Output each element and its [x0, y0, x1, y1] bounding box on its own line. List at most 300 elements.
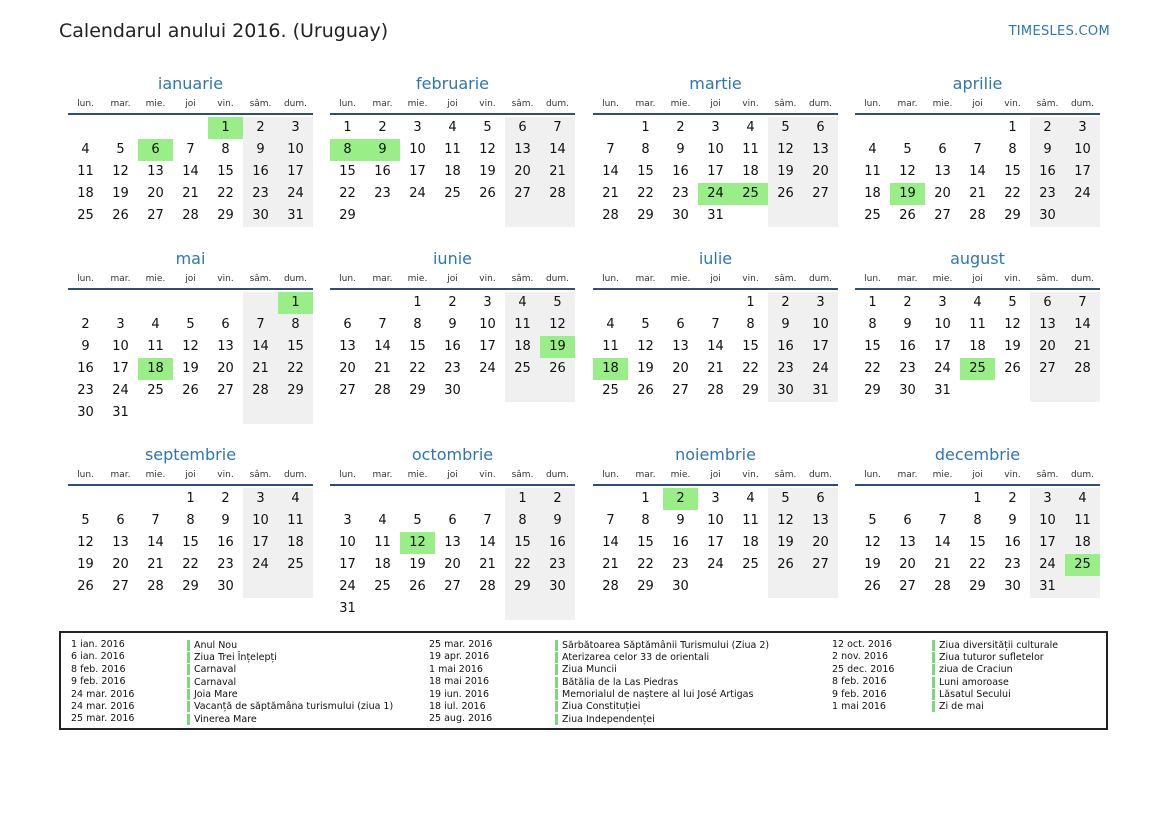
empty-day-cell	[698, 576, 733, 598]
day-cell: 16	[672, 164, 689, 179]
day-cell: 22	[505, 554, 540, 576]
day-cell: 27	[1030, 358, 1065, 380]
day-cell: 6	[116, 513, 125, 528]
day-cell: 24	[1030, 554, 1065, 576]
day-cell: 3	[711, 120, 720, 135]
month-aprilie	[855, 73, 1100, 227]
weekday-label: lun.	[602, 470, 619, 480]
day-cell: 14	[374, 339, 391, 354]
day-cell: 21	[374, 361, 391, 376]
day-cell: 14	[707, 339, 724, 354]
day-cell: 11	[742, 142, 759, 157]
day-cell: 24	[707, 557, 724, 572]
weekday-header	[593, 466, 838, 484]
day-cell: 15	[339, 164, 356, 179]
empty-day-cell	[698, 292, 733, 314]
day-cell: 8	[186, 513, 195, 528]
month-ianuarie	[68, 73, 313, 227]
day-cell: 20	[934, 186, 951, 201]
weekday-label: joi	[447, 274, 458, 284]
month-title: aprilie	[952, 74, 1003, 93]
day-cell: 17	[934, 339, 951, 354]
day-cell: 16	[899, 339, 916, 354]
empty-day-cell	[593, 292, 628, 314]
empty-day-cell	[1065, 380, 1100, 402]
day-cell: 29	[637, 208, 654, 223]
empty-day-cell	[1030, 380, 1065, 402]
month-title: august	[950, 249, 1005, 268]
holiday-date: 8 feb. 2016	[832, 676, 887, 688]
empty-day-cell	[173, 292, 208, 314]
empty-day-cell	[243, 292, 278, 314]
day-cell: 22	[278, 358, 313, 380]
day-cell: 13	[339, 339, 356, 354]
day-cell: 12	[637, 339, 654, 354]
weekday-label: vin.	[217, 470, 234, 480]
day-cell: 24	[409, 186, 426, 201]
day-cell: 16	[768, 336, 803, 358]
day-cell: 24	[112, 383, 129, 398]
weekday-label: joi	[710, 274, 721, 284]
weekday-label: joi	[447, 99, 458, 109]
day-cell: 9	[81, 339, 90, 354]
day-cell: 19	[637, 361, 654, 376]
day-cell: 29	[742, 383, 759, 398]
holiday-day-cell: 18	[138, 358, 173, 380]
header-divider	[855, 288, 1100, 290]
day-cell: 25	[602, 383, 619, 398]
weekday-header	[68, 270, 313, 288]
weekday-label: sâm.	[511, 99, 534, 109]
month-iulie	[593, 248, 838, 402]
holiday-date: 25 mar. 2016	[71, 713, 135, 725]
day-cell: 15	[505, 532, 540, 554]
month-martie	[593, 73, 838, 227]
day-cell: 1	[868, 295, 877, 310]
empty-day-cell	[593, 488, 628, 510]
day-cell: 7	[973, 142, 982, 157]
day-cell: 21	[707, 361, 724, 376]
weekday-label: sâm.	[1036, 99, 1059, 109]
holiday-date: 6 ian. 2016	[71, 651, 125, 663]
weekday-label: lun.	[339, 470, 356, 480]
day-cell: 4	[973, 295, 982, 310]
empty-day-cell	[365, 205, 400, 227]
holiday-date: 24 mar. 2016	[71, 700, 135, 712]
day-cell: 24	[278, 183, 313, 205]
weekday-header	[855, 95, 1100, 113]
day-cell: 6	[505, 117, 540, 139]
day-cell: 16	[374, 164, 391, 179]
day-cell: 27	[672, 383, 689, 398]
day-cell: 6	[903, 513, 912, 528]
day-cell: 23	[672, 186, 689, 201]
empty-day-cell	[68, 488, 103, 510]
empty-day-cell	[890, 488, 925, 510]
day-cell: 28	[243, 380, 278, 402]
weekday-header	[593, 270, 838, 288]
day-cell: 4	[81, 142, 90, 157]
day-cell: 16	[1030, 161, 1065, 183]
day-cell: 23	[899, 361, 916, 376]
day-cell: 28	[1065, 358, 1100, 380]
day-cell: 7	[606, 142, 615, 157]
day-cell: 21	[147, 557, 164, 572]
day-cell: 28	[969, 208, 986, 223]
day-cell: 26	[637, 383, 654, 398]
holiday-name: ziua de Craciun	[932, 664, 1013, 675]
day-cell: 13	[672, 339, 689, 354]
day-cell: 31	[934, 383, 951, 398]
weekday-label: vin.	[1004, 470, 1021, 480]
empty-day-cell	[103, 117, 138, 139]
empty-day-cell	[138, 292, 173, 314]
day-cell: 5	[641, 317, 650, 332]
day-cell: 16	[672, 535, 689, 550]
day-cell: 20	[505, 161, 540, 183]
day-cell: 27	[147, 208, 164, 223]
holiday-name: Lăsatul Secului	[932, 689, 1011, 700]
day-cell: 18	[742, 535, 759, 550]
day-cell: 12	[182, 339, 199, 354]
site-link[interactable]: TIMESLES.COM	[1008, 24, 1110, 39]
day-cell: 23	[444, 361, 461, 376]
weekday-label: vin.	[742, 99, 759, 109]
weekday-label: mie.	[407, 99, 428, 109]
weekday-label: joi	[185, 470, 196, 480]
day-cell: 20	[899, 557, 916, 572]
day-cell: 1	[973, 491, 982, 506]
weekday-label: sâm.	[511, 274, 534, 284]
day-cell: 28	[540, 183, 575, 205]
day-cell: 1	[641, 491, 650, 506]
month-title: ianuarie	[157, 74, 224, 93]
weekday-label: mie.	[670, 99, 691, 109]
month-title: mai	[175, 249, 206, 268]
day-cell: 20	[147, 186, 164, 201]
day-cell: 9	[903, 317, 912, 332]
holiday-name: Memorialul de naștere al lui José Artigas	[555, 689, 753, 700]
holiday-day-cell: 25	[960, 358, 995, 380]
day-cell: 7	[186, 142, 195, 157]
day-cell: 16	[540, 532, 575, 554]
weekday-label: mie.	[407, 274, 428, 284]
weekday-label: lun.	[864, 274, 881, 284]
day-cell: 31	[278, 205, 313, 227]
holiday-name: Ziua diversității culturale	[932, 640, 1058, 651]
day-cell: 17	[1030, 532, 1065, 554]
holiday-day-cell: 25	[733, 183, 768, 205]
day-cell: 2	[448, 295, 457, 310]
day-cell: 6	[343, 317, 352, 332]
day-cell: 22	[864, 361, 881, 376]
day-cell: 29	[969, 579, 986, 594]
day-cell: 5	[483, 120, 492, 135]
weekday-label: lun.	[77, 99, 94, 109]
day-cell: 21	[182, 186, 199, 201]
holiday-name: Ziua Constituției	[555, 701, 640, 712]
day-cell: 31	[1030, 576, 1065, 598]
day-cell: 20	[1030, 336, 1065, 358]
day-cell: 12	[540, 314, 575, 336]
day-cell: 13	[147, 164, 164, 179]
empty-day-cell	[470, 380, 505, 402]
weekday-label: vin.	[217, 99, 234, 109]
day-cell: 20	[444, 557, 461, 572]
weekday-label: sâm.	[511, 470, 534, 480]
empty-day-cell	[208, 402, 243, 424]
day-cell: 21	[934, 557, 951, 572]
day-cell: 23	[672, 557, 689, 572]
day-cell: 4	[606, 317, 615, 332]
holiday-name: Carnaval	[187, 664, 236, 675]
weekday-label: lun.	[77, 470, 94, 480]
day-cell: 9	[676, 142, 685, 157]
holiday-day-cell: 19	[540, 336, 575, 358]
weekday-label: lun.	[602, 274, 619, 284]
day-cell: 10	[934, 317, 951, 332]
day-cell: 23	[374, 186, 391, 201]
empty-day-cell	[103, 488, 138, 510]
empty-day-cell	[330, 488, 365, 510]
day-cell: 7	[606, 513, 615, 528]
empty-day-cell	[505, 205, 540, 227]
empty-day-cell	[540, 598, 575, 620]
day-cell: 21	[243, 358, 278, 380]
day-cell: 20	[339, 361, 356, 376]
day-cell: 9	[1030, 139, 1065, 161]
holiday-day-cell: 1	[208, 117, 243, 139]
empty-day-cell	[803, 576, 838, 598]
day-cell: 18	[742, 164, 759, 179]
day-cell: 20	[803, 161, 838, 183]
day-cell: 7	[243, 314, 278, 336]
weekday-label: mar.	[372, 470, 393, 480]
day-cell: 15	[742, 339, 759, 354]
day-cell: 28	[182, 208, 199, 223]
day-cell: 13	[505, 139, 540, 161]
holiday-name: Ziua Muncii	[555, 664, 617, 675]
day-cell: 11	[444, 142, 461, 157]
day-cell: 26	[77, 579, 94, 594]
day-cell: 21	[540, 161, 575, 183]
weekday-label: mar.	[110, 99, 131, 109]
empty-day-cell	[540, 380, 575, 402]
day-cell: 17	[339, 557, 356, 572]
weekday-label: mie.	[407, 470, 428, 480]
day-cell: 9	[1008, 513, 1017, 528]
day-cell: 1	[641, 120, 650, 135]
day-cell: 4	[151, 317, 160, 332]
day-cell: 26	[768, 554, 803, 576]
day-cell: 24	[803, 358, 838, 380]
day-cell: 9	[448, 317, 457, 332]
empty-day-cell	[138, 117, 173, 139]
weekday-label: mar.	[635, 470, 656, 480]
empty-day-cell	[400, 205, 435, 227]
day-cell: 26	[409, 579, 426, 594]
day-cell: 26	[182, 383, 199, 398]
empty-day-cell	[470, 598, 505, 620]
day-cell: 19	[112, 186, 129, 201]
month-title: octombrie	[411, 445, 494, 464]
day-cell: 17	[479, 339, 496, 354]
day-cell: 1	[505, 488, 540, 510]
holiday-name: Vinerea Mare	[187, 714, 257, 725]
days-grid	[855, 292, 1100, 402]
day-cell: 17	[243, 532, 278, 554]
empty-day-cell	[470, 488, 505, 510]
day-cell: 5	[768, 488, 803, 510]
day-cell: 12	[479, 142, 496, 157]
day-cell: 5	[768, 117, 803, 139]
day-cell: 26	[899, 208, 916, 223]
day-cell: 1	[746, 295, 755, 310]
day-cell: 25	[864, 208, 881, 223]
weekday-label: joi	[972, 274, 983, 284]
day-cell: 6	[938, 142, 947, 157]
empty-day-cell	[505, 380, 540, 402]
day-cell: 2	[378, 120, 387, 135]
empty-day-cell	[278, 576, 313, 598]
days-grid	[593, 292, 838, 402]
day-cell: 29	[182, 579, 199, 594]
weekday-label: mar.	[372, 99, 393, 109]
day-cell: 23	[768, 358, 803, 380]
empty-day-cell	[68, 117, 103, 139]
day-cell: 9	[221, 513, 230, 528]
day-cell: 23	[243, 183, 278, 205]
day-cell: 27	[934, 208, 951, 223]
day-cell: 8	[278, 314, 313, 336]
header-divider	[593, 288, 838, 290]
day-cell: 8	[413, 317, 422, 332]
day-cell: 6	[448, 513, 457, 528]
day-cell: 14	[540, 139, 575, 161]
header-divider	[855, 113, 1100, 115]
day-cell: 19	[1004, 339, 1021, 354]
day-cell: 4	[378, 513, 387, 528]
day-cell: 20	[672, 361, 689, 376]
day-cell: 9	[243, 139, 278, 161]
holiday-day-cell: 9	[365, 139, 400, 161]
day-cell: 28	[374, 383, 391, 398]
day-cell: 6	[803, 488, 838, 510]
day-cell: 9	[676, 513, 685, 528]
weekday-label: joi	[710, 470, 721, 480]
day-cell: 19	[77, 557, 94, 572]
header-divider	[68, 113, 313, 115]
day-cell: 28	[602, 579, 619, 594]
day-cell: 30	[1004, 579, 1021, 594]
day-cell: 16	[444, 339, 461, 354]
weekday-label: joi	[185, 99, 196, 109]
day-cell: 7	[483, 513, 492, 528]
day-cell: 18	[864, 186, 881, 201]
day-cell: 14	[479, 535, 496, 550]
weekday-header	[68, 466, 313, 484]
day-cell: 7	[711, 317, 720, 332]
day-cell: 30	[217, 579, 234, 594]
empty-day-cell	[365, 488, 400, 510]
holiday-name: Bătălia de la Las Piedras	[555, 677, 678, 688]
weekday-label: dum.	[808, 99, 833, 109]
day-cell: 12	[77, 535, 94, 550]
header-divider	[330, 288, 575, 290]
day-cell: 8	[221, 142, 230, 157]
day-cell: 25	[147, 383, 164, 398]
holiday-day-cell: 8	[330, 139, 365, 161]
month-title: iulie	[698, 249, 733, 268]
day-cell: 1	[186, 491, 195, 506]
day-cell: 13	[934, 164, 951, 179]
day-cell: 24	[1065, 183, 1100, 205]
holiday-name: Ziua tuturor sufletelor	[932, 652, 1044, 663]
weekday-label: vin.	[479, 274, 496, 284]
day-cell: 3	[938, 295, 947, 310]
weekday-label: dum.	[545, 274, 570, 284]
holiday-name: Aterizarea celor 33 de orientali	[555, 652, 709, 663]
day-cell: 2	[1008, 491, 1017, 506]
holiday-date: 2 nov. 2016	[832, 651, 888, 663]
empty-day-cell	[768, 205, 803, 227]
day-cell: 22	[1004, 186, 1021, 201]
weekday-label: dum.	[1070, 470, 1095, 480]
weekday-label: vin.	[217, 274, 234, 284]
day-cell: 30	[77, 405, 94, 420]
empty-day-cell	[278, 402, 313, 424]
day-cell: 12	[768, 510, 803, 532]
weekday-label: vin.	[479, 470, 496, 480]
day-cell: 10	[707, 142, 724, 157]
weekday-label: mie.	[932, 274, 953, 284]
holiday-date: 1 mai 2016	[832, 700, 886, 712]
weekday-label: joi	[447, 470, 458, 480]
day-cell: 10	[1030, 510, 1065, 532]
day-cell: 27	[112, 579, 129, 594]
weekday-label: dum.	[283, 470, 308, 480]
day-cell: 2	[540, 488, 575, 510]
day-cell: 17	[707, 535, 724, 550]
day-cell: 27	[803, 183, 838, 205]
day-cell: 13	[803, 510, 838, 532]
day-cell: 29	[864, 383, 881, 398]
holiday-name: Carnaval	[187, 677, 236, 688]
days-grid	[855, 117, 1100, 227]
day-cell: 27	[217, 383, 234, 398]
weekday-label: dum.	[1070, 274, 1095, 284]
day-cell: 22	[409, 361, 426, 376]
day-cell: 18	[278, 532, 313, 554]
day-cell: 26	[479, 186, 496, 201]
empty-day-cell	[138, 402, 173, 424]
day-cell: 30	[444, 383, 461, 398]
day-cell: 13	[112, 535, 129, 550]
days-grid	[593, 117, 838, 227]
day-cell: 23	[217, 557, 234, 572]
day-cell: 28	[147, 579, 164, 594]
header-divider	[593, 484, 838, 486]
day-cell: 17	[409, 164, 426, 179]
day-cell: 5	[1008, 295, 1017, 310]
month-title: noiembrie	[675, 445, 756, 464]
weekday-label: lun.	[864, 470, 881, 480]
day-cell: 18	[77, 186, 94, 201]
day-cell: 5	[868, 513, 877, 528]
day-cell: 3	[413, 120, 422, 135]
month-mai	[68, 248, 313, 424]
empty-day-cell	[435, 598, 470, 620]
